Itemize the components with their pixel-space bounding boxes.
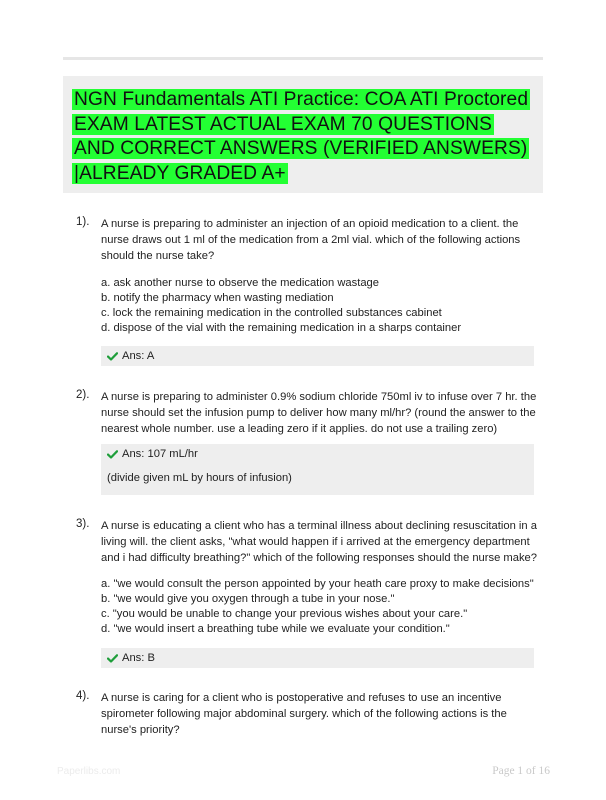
question-number: 1). [76, 216, 90, 228]
document-title: NGN Fundamentals ATI Practice: COA ATI Proctored EXAM LATEST ACTUAL EXAM 70 QUESTIONS AND CORRECT ANSWERS (VERIFIED ANSWERS) |ALREADY GRADED A+ [74, 89, 529, 184]
option-d: d. "we would insert a breathing tube while we evaluate your condition." [101, 623, 450, 635]
answer-options [101, 276, 541, 336]
check-icon [107, 654, 118, 663]
answer-box [101, 444, 534, 495]
answer-text: Ans: B [122, 652, 155, 664]
check-icon [107, 450, 118, 459]
top-divider [63, 57, 543, 60]
question-number: 3). [76, 518, 90, 530]
page-number: Page 1 of 16 [492, 765, 550, 777]
answer-box [101, 346, 534, 366]
question-text: A nurse is preparing to administer 0.9% sodium chloride 750ml iv to infuse over 7 hr. the nurse should set the infusion pump to deliver how many ml/hr? (round the answer to the nearest whole number. use a leading zero if it applies. do not use a trailing zero) [101, 391, 537, 435]
answer-options [101, 577, 541, 637]
answer-text: Ans: 107 mL/hr [122, 448, 198, 460]
option-b: b. notify the pharmacy when wasting mediation [101, 292, 334, 304]
question-number: 2). [76, 389, 90, 401]
document-title-box [63, 76, 543, 193]
answer-text: Ans: A [122, 350, 155, 362]
option-d: d. dispose of the vial with the remaining medication in a sharps container [101, 322, 462, 334]
answer-explanation: (divide given mL by hours of infusion) [107, 472, 292, 484]
answer-box [101, 648, 534, 668]
check-icon [107, 352, 118, 361]
footer-watermark: Paperlibs.com [57, 766, 121, 777]
option-b: b. "we would give you oxygen through a tube in your nose." [101, 593, 395, 605]
option-c: c. lock the remaining medication in the controlled substances cabinet [101, 307, 442, 319]
question-text: A nurse is caring for a client who is postoperative and refuses to use an incentive spirometer following major abdominal surgery. which of the following actions is the nurse's priority? [101, 692, 507, 736]
option-a: a. "we would consult the person appointed by your heath care proxy to make decisions" [101, 578, 534, 590]
question-number: 4). [76, 690, 90, 702]
option-c: c. "you would be unable to change your previous wishes about your care." [101, 608, 468, 620]
question-text: A nurse is educating a client who has a terminal illness about declining resuscitation in a living will. the client asks, "what would happen if i arrived at the emergency department and i had difficulty breathing?" which of the following responses should the nurse make? [101, 520, 537, 564]
option-a: a. ask another nurse to observe the medication wastage [101, 277, 379, 289]
question-text: A nurse is preparing to administer an injection of an opioid medication to a client. the nurse draws out 1 ml of the medication from a 2ml vial. which of the following actions should the nurse take? [101, 218, 521, 262]
